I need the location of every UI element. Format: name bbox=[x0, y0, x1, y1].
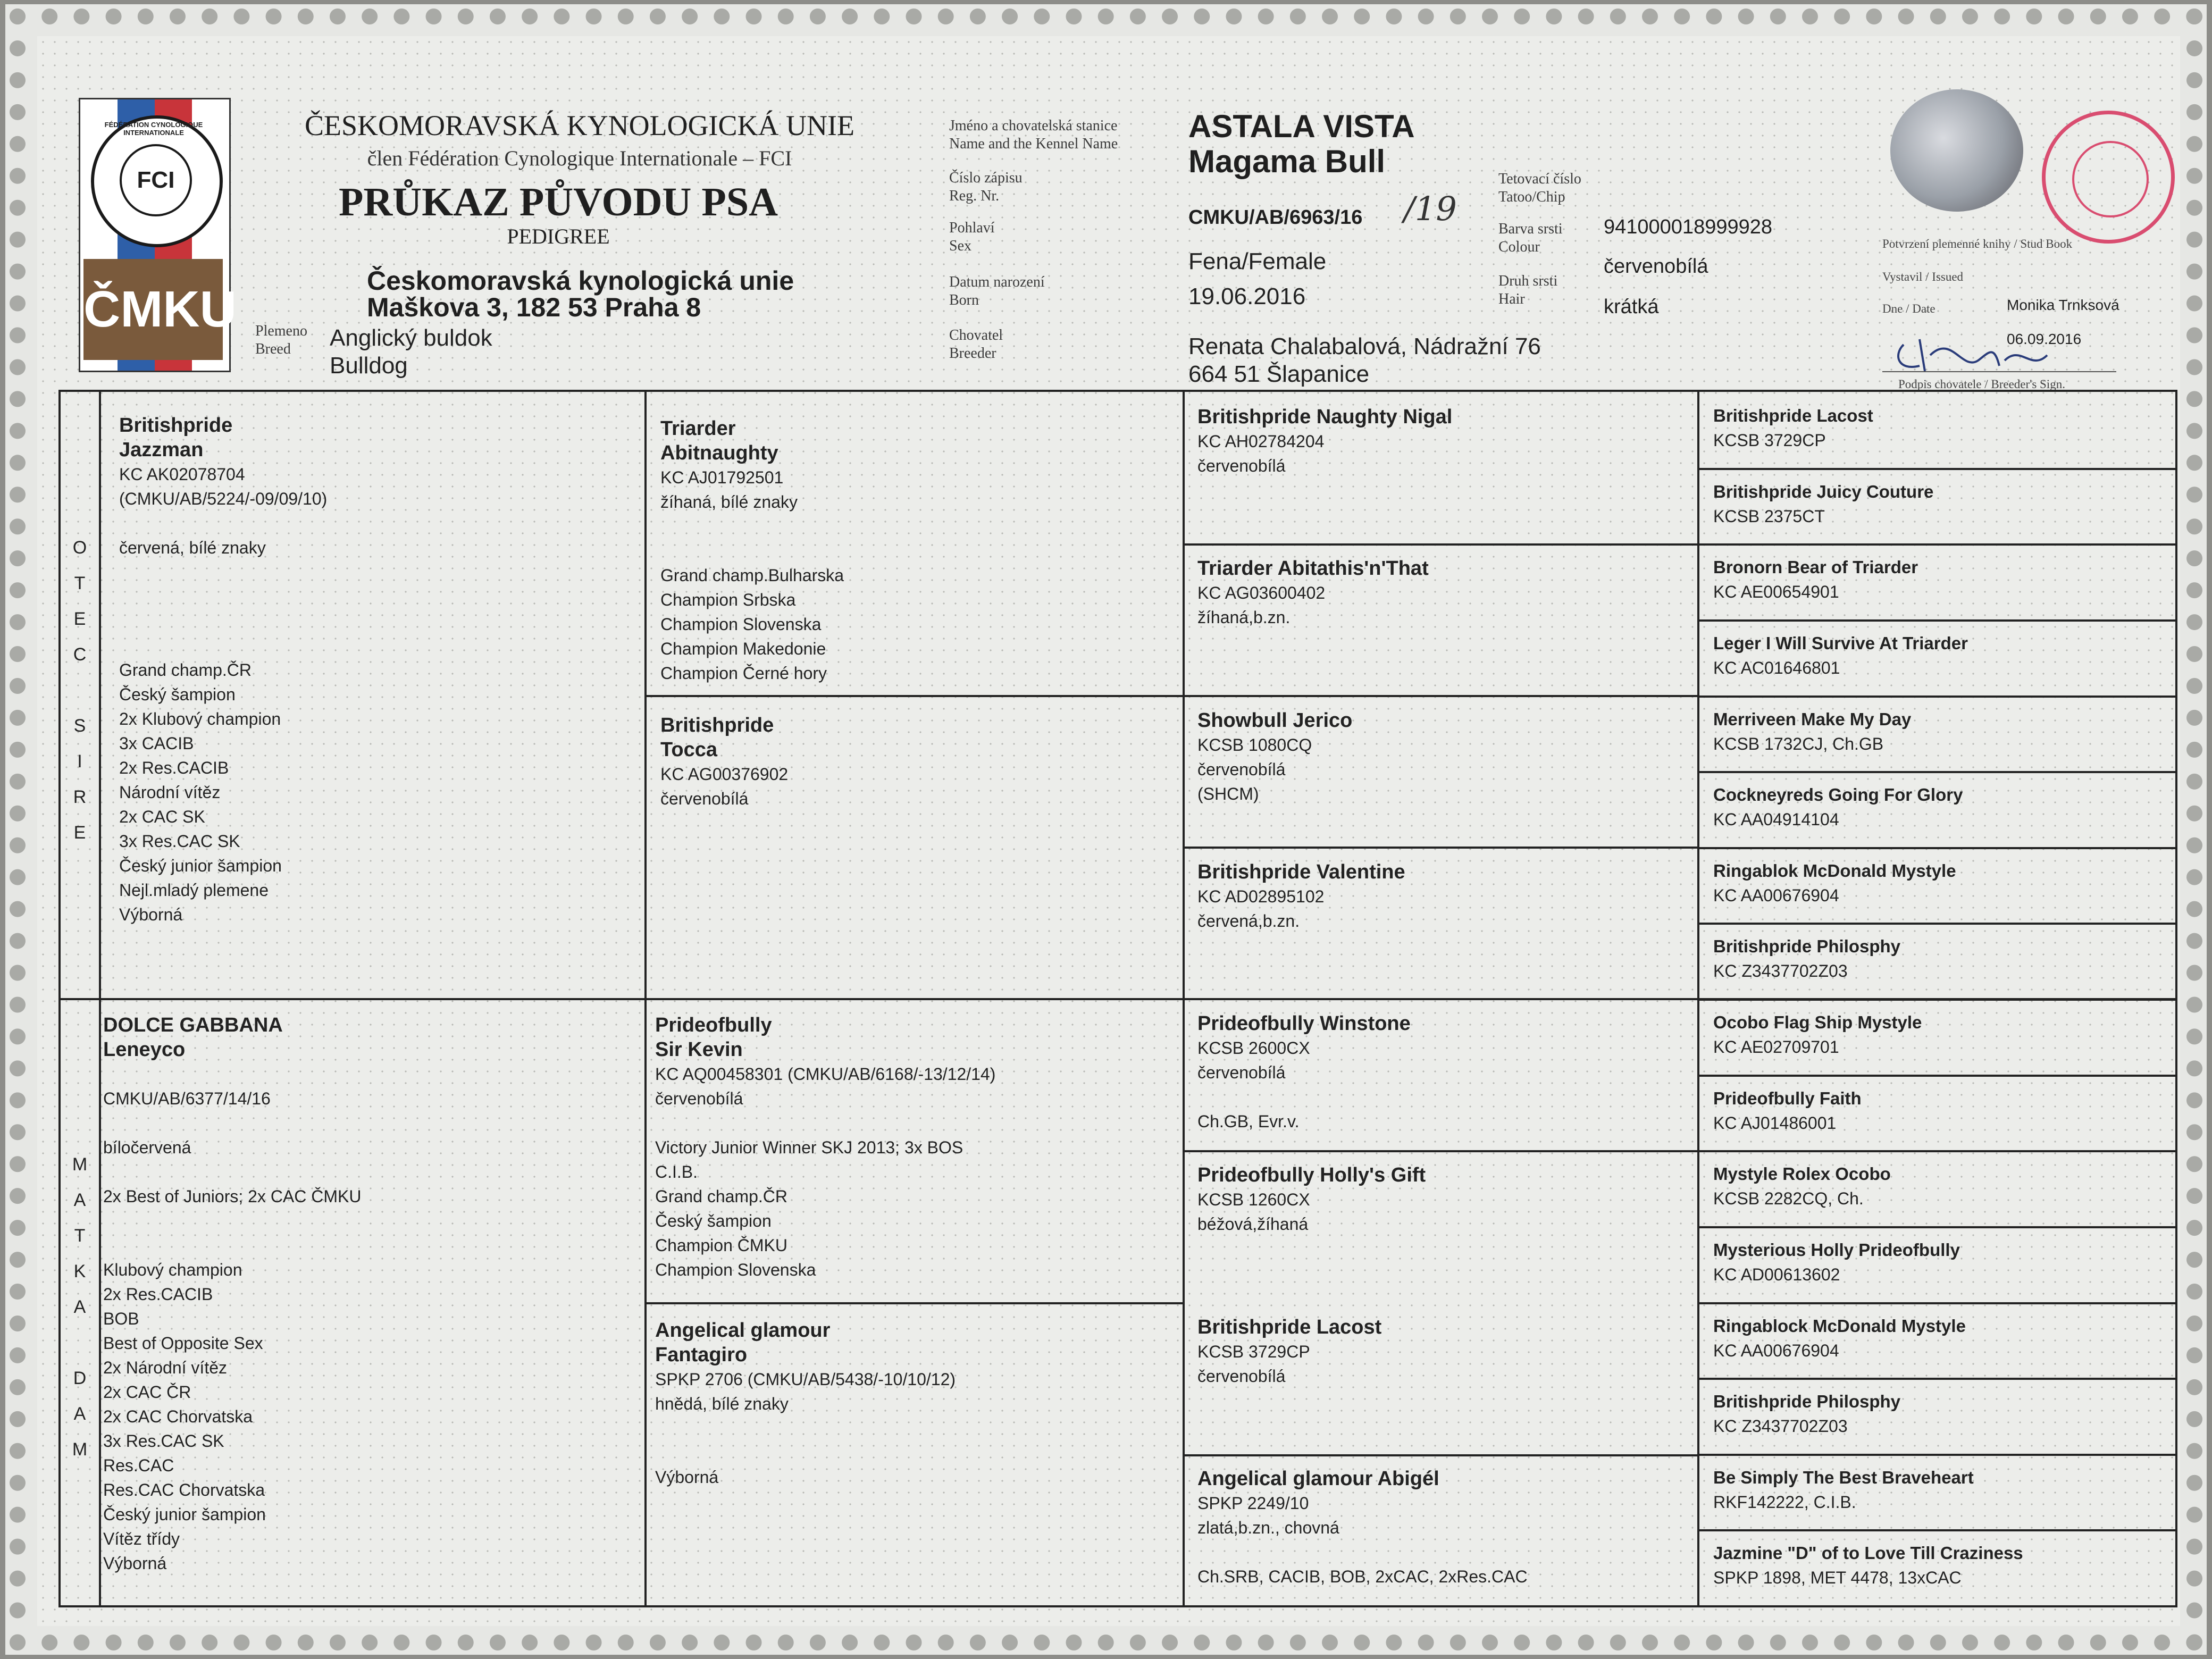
gen2-name: Triarder bbox=[660, 417, 736, 440]
gen2-name2: Fantagiro bbox=[655, 1344, 748, 1366]
gen4-line: RKF142222, C.I.B. bbox=[1713, 1493, 1856, 1512]
gen3-line: červenobílá bbox=[1197, 760, 1286, 779]
gen4-name: Jazmine "D" of to Love Till Craziness bbox=[1713, 1543, 2023, 1563]
gen4-row-divider bbox=[1697, 1378, 2175, 1380]
gen1-line bbox=[119, 609, 630, 633]
gen1-name2: Leneyco bbox=[103, 1038, 186, 1061]
breeder-signature bbox=[1888, 323, 2058, 382]
gen2-line: Champion Slovenska bbox=[655, 1260, 816, 1279]
gen4-row-divider bbox=[1697, 1075, 2175, 1077]
gen3-name: Showbull Jerico bbox=[1197, 709, 1353, 732]
gen3-line: KCSB 1260CX bbox=[1197, 1190, 1310, 1209]
gen4-name: Ringablok McDonald Mystyle bbox=[1713, 861, 1956, 881]
gen3-line: červenobílá bbox=[1197, 1063, 1286, 1082]
gen3-cell bbox=[1197, 1315, 1687, 1388]
gen2-name2: Sir Kevin bbox=[655, 1038, 743, 1061]
fci-ring-text: FÉDÉRATION CYNOLOGIQUE INTERNATIONALE bbox=[104, 121, 203, 137]
gen4-row-divider bbox=[1697, 923, 2175, 925]
dam-cell bbox=[103, 1013, 630, 1576]
doc-title: PRŮKAZ PŮVODU PSA bbox=[338, 180, 778, 224]
gen2-line: Grand champ.Bulharska bbox=[660, 566, 844, 585]
side-letter: E bbox=[73, 823, 86, 843]
colour-value: červenobílá bbox=[1604, 255, 1708, 278]
side-letter: O bbox=[72, 538, 87, 558]
gen4-cell bbox=[1713, 1162, 2171, 1211]
gen1-line bbox=[103, 1111, 630, 1135]
side-letter: A bbox=[73, 1404, 86, 1424]
gen4-name: Britishpride Philosphy bbox=[1713, 936, 1901, 956]
side-letter: S bbox=[73, 716, 86, 736]
breed-label: Plemeno Breed bbox=[255, 323, 307, 357]
gen2-line: Champion Makedonie bbox=[660, 639, 826, 658]
dam-side-label bbox=[64, 1147, 96, 1468]
gen4-cell bbox=[1713, 1086, 2171, 1135]
reg-label: Číslo zápisu Reg. Nr. bbox=[949, 170, 1023, 204]
gen3-line: KC AH02784204 bbox=[1197, 432, 1325, 451]
pedigree-sheet bbox=[5, 4, 2207, 1655]
gen1-line bbox=[103, 1233, 630, 1258]
gen1-line bbox=[103, 1062, 630, 1086]
sire-sire-cell bbox=[660, 416, 1171, 685]
gen4-line: KC AE00654901 bbox=[1713, 582, 1839, 601]
gen4-name: Ringablock McDonald Mystyle bbox=[1713, 1316, 1966, 1336]
gen2-line: červenobílá bbox=[660, 789, 749, 808]
born-label: Datum narození Born bbox=[949, 274, 1045, 308]
gen4-cell bbox=[1713, 707, 2171, 756]
gen2-name: Angelical glamour bbox=[655, 1319, 831, 1342]
gen2-line: hnědá, bílé znaky bbox=[655, 1394, 789, 1413]
gen3-name: Angelical glamour Abigél bbox=[1197, 1468, 1439, 1490]
gen4-name: Ocobo Flag Ship Mystyle bbox=[1713, 1012, 1922, 1032]
gen4-cell bbox=[1713, 1314, 2171, 1363]
gen1-line: Český junior šampion bbox=[119, 856, 282, 875]
gen4-line: KC AA00676904 bbox=[1713, 1341, 1839, 1360]
gen4-cell bbox=[1713, 480, 2171, 529]
gen4-line: KC AJ01486001 bbox=[1713, 1113, 1837, 1133]
side-letter bbox=[64, 1325, 96, 1361]
org-member: člen Fédération Cynologique Internationale – FCI bbox=[367, 146, 792, 170]
sire-dam-cell bbox=[660, 713, 1171, 811]
gen1-line: 2x CAC SK bbox=[119, 807, 205, 826]
gen4-name: Be Simply The Best Braveheart bbox=[1713, 1468, 1974, 1487]
gen4-cell bbox=[1713, 859, 2171, 908]
gen3-line: KCSB 3729CP bbox=[1197, 1342, 1310, 1361]
sire-cell bbox=[119, 413, 630, 927]
tattoo-label: Tetovací číslo Tatoo/Chip bbox=[1498, 171, 1581, 205]
side-letter: C bbox=[73, 644, 87, 665]
colour-label: Barva srsti Colour bbox=[1498, 221, 1563, 255]
doc-title-en: PEDIGREE bbox=[507, 224, 610, 248]
gen2-name: Prideofbully bbox=[655, 1014, 772, 1036]
gen1-line: Národní vítěz bbox=[119, 783, 221, 802]
gen2-line: žíhaná, bílé znaky bbox=[660, 492, 798, 512]
gen4-cell bbox=[1713, 1465, 2171, 1514]
gen3-line: béžová,žíhaná bbox=[1197, 1214, 1309, 1234]
gen1-line: (CMKU/AB/5224/-09/09/10) bbox=[119, 489, 328, 508]
side-letter: D bbox=[73, 1368, 87, 1388]
side-letter: T bbox=[74, 1226, 86, 1246]
gen4-line: KC AE02709701 bbox=[1713, 1037, 1839, 1057]
gen3-line bbox=[1197, 1085, 1687, 1109]
gen1-line: Český šampion bbox=[119, 685, 236, 704]
gen4-name: Britishpride Philosphy bbox=[1713, 1392, 1901, 1411]
breeder-line1: Renata Chalabalová, Nádražní 76 bbox=[1188, 333, 1541, 359]
stamp-inner-ring bbox=[2072, 141, 2149, 217]
gen2-line: C.I.B. bbox=[655, 1162, 698, 1182]
gen4-row-divider bbox=[1697, 1150, 2175, 1152]
gen2-name2: Tocca bbox=[660, 739, 718, 761]
gen2-line: SPKP 2706 (CMKU/AB/5438/-10/10/12) bbox=[655, 1370, 956, 1389]
hair-label: Druh srsti Hair bbox=[1498, 273, 1558, 307]
gen4-row-divider bbox=[1697, 847, 2175, 849]
gen4-row-divider bbox=[1697, 696, 2175, 698]
gen4-name: Mysterious Holly Prideofbully bbox=[1713, 1240, 1960, 1260]
gen3-line: KC AG03600402 bbox=[1197, 583, 1326, 602]
gen3-cell bbox=[1197, 860, 1687, 933]
gen2-line: Grand champ.ČR bbox=[655, 1187, 787, 1206]
gen4-name: Merriveen Make My Day bbox=[1713, 709, 1912, 729]
gen1-line: BOB bbox=[103, 1309, 139, 1328]
gen1-line: 2x CAC Chorvatska bbox=[103, 1407, 253, 1426]
gen4-line: SPKP 1898, MET 4478, 13xCAC bbox=[1713, 1568, 1962, 1587]
gen4-line: KC AA00676904 bbox=[1713, 886, 1839, 905]
gen3-cell bbox=[1197, 1163, 1687, 1236]
dam-sire-cell bbox=[655, 1013, 1171, 1282]
gen3-line: žíhaná,b.zn. bbox=[1197, 608, 1291, 627]
gen2-line: Český šampion bbox=[655, 1211, 772, 1230]
fci-text: FCI bbox=[120, 144, 192, 216]
sire-side-label bbox=[64, 530, 96, 851]
gen3-line: KCSB 1080CQ bbox=[1197, 735, 1312, 755]
gen4-row-divider bbox=[1697, 999, 2175, 1001]
gen1-line: 2x CAC ČR bbox=[103, 1382, 191, 1402]
born-value: 19.06.2016 bbox=[1188, 283, 1306, 309]
gen3-line: (SHCM) bbox=[1197, 784, 1259, 803]
side-letter: E bbox=[73, 609, 86, 629]
gen3-name: Britishpride Valentine bbox=[1197, 861, 1405, 883]
gen2-line: červenobílá bbox=[655, 1089, 743, 1108]
reg-handwritten: /19 bbox=[1404, 189, 1457, 228]
gen3-cell bbox=[1197, 405, 1687, 478]
gen2-line bbox=[655, 1111, 1171, 1135]
gen1-line: Vítěz třídy bbox=[103, 1529, 180, 1548]
gen4-cell bbox=[1713, 404, 2171, 453]
gen1-line: Res.CAC Chorvatska bbox=[103, 1480, 265, 1499]
gen1-line: Res.CAC bbox=[103, 1456, 174, 1475]
gen1-line: červená, bílé znaky bbox=[119, 538, 266, 557]
gen3-line: Ch.SRB, CACIB, BOB, 2xCAC, 2xRes.CAC bbox=[1197, 1567, 1528, 1586]
chip-value: 941000018999928 bbox=[1604, 216, 1773, 238]
gen2-line: KC AJ01792501 bbox=[660, 468, 784, 487]
gen4-name: Bronorn Bear of Triarder bbox=[1713, 557, 1918, 577]
gen4-cell bbox=[1713, 1541, 2171, 1590]
gen1-line: 3x Res.CAC SK bbox=[119, 832, 240, 851]
gen4-line: KC AC01646801 bbox=[1713, 658, 1840, 677]
gen3-name: Britishpride Naughty Nigal bbox=[1197, 406, 1453, 428]
gen4-row-divider bbox=[1697, 1302, 2175, 1304]
gen3-row-divider-3 bbox=[1183, 847, 1697, 849]
gen1-line: 2x Res.CACIB bbox=[119, 758, 229, 777]
gen4-cell bbox=[1713, 631, 2171, 680]
gen3-name: Prideofbully Holly's Gift bbox=[1197, 1164, 1426, 1186]
gen4-row-divider bbox=[1697, 468, 2175, 470]
side-letter: T bbox=[74, 573, 86, 593]
gen4-name: Mystyle Rolex Ocobo bbox=[1713, 1164, 1891, 1184]
gen3-row-divider-7 bbox=[1183, 1454, 1697, 1456]
gen4-name: Britishpride Lacost bbox=[1713, 406, 1873, 425]
gen2-line: Výborná bbox=[655, 1468, 719, 1487]
gen3-cell bbox=[1197, 708, 1687, 806]
date-label: Dne / Date bbox=[1882, 302, 1936, 315]
gen2-line: Champion Černé hory bbox=[660, 664, 827, 683]
gen1-line: Grand champ.ČR bbox=[119, 660, 252, 680]
hair-value: krátká bbox=[1604, 296, 1659, 318]
gen4-row-divider bbox=[1697, 771, 2175, 773]
gen1-line: Český junior šampion bbox=[103, 1505, 266, 1524]
dog-name: ASTALA VISTA bbox=[1188, 108, 1415, 144]
sign-label: Podpis chovatele / Breeder's Sign. bbox=[1898, 378, 2065, 391]
gen1-line bbox=[103, 1209, 630, 1233]
gen4-name: Cockneyreds Going For Glory bbox=[1713, 785, 1963, 805]
gen3-name: Britishpride Lacost bbox=[1197, 1316, 1382, 1338]
gen2-line bbox=[655, 1416, 1171, 1440]
gen2-name: Britishpride bbox=[660, 714, 774, 736]
gen1-line: Výborná bbox=[103, 1554, 167, 1573]
gen1-line bbox=[119, 560, 630, 584]
side-letter: I bbox=[77, 751, 82, 772]
gen1-line: Nejl.mladý plemene bbox=[119, 881, 269, 900]
side-letter: R bbox=[73, 787, 87, 807]
fci-emblem bbox=[91, 115, 223, 247]
gen3-cell bbox=[1197, 1011, 1687, 1134]
gen2-line: Victory Junior Winner SKJ 2013; 3x BOS bbox=[655, 1138, 963, 1157]
gen4-name: Leger I Will Survive At Triarder bbox=[1713, 633, 1968, 653]
gen4-cell bbox=[1713, 1238, 2171, 1287]
gen4-name: Britishpride Juicy Couture bbox=[1713, 482, 1934, 501]
gen1-line bbox=[119, 511, 630, 535]
gen1-name: Britishpride bbox=[119, 414, 233, 437]
gen2-line: Champion ČMKU bbox=[655, 1236, 787, 1255]
gen4-row-divider bbox=[1697, 1226, 2175, 1228]
cmku-emblem: ČMKU bbox=[83, 259, 223, 360]
org-name: ČESKOMORAVSKÁ KYNOLOGICKÁ UNIE bbox=[304, 110, 855, 141]
gen4-line: KCSB 1732CJ, Ch.GB bbox=[1713, 734, 1884, 753]
sex-label: Pohlaví Sex bbox=[949, 220, 995, 254]
gen3-name: Triarder Abitathis'n'That bbox=[1197, 557, 1429, 580]
dog-kennel: Magama Bull bbox=[1188, 144, 1386, 179]
gen4-line: KCSB 3729CP bbox=[1713, 431, 1826, 450]
gen1-line: 2x Best of Juniors; 2x CAC ČMKU bbox=[103, 1187, 362, 1206]
pedigree-table bbox=[58, 390, 2177, 1607]
side-letter bbox=[64, 673, 96, 708]
gen4-cell bbox=[1713, 934, 2171, 983]
gen1-line: 2x Klubový champion bbox=[119, 709, 281, 728]
gen4-line: KCSB 2282CQ, Ch. bbox=[1713, 1189, 1864, 1208]
gen2-line: Champion Srbska bbox=[660, 590, 796, 609]
gen2-line bbox=[655, 1440, 1171, 1465]
gen3-line: KC AD02895102 bbox=[1197, 887, 1325, 906]
gen4-row-divider bbox=[1697, 543, 2175, 546]
gen2-line: Champion Slovenska bbox=[660, 615, 822, 634]
gen3-line bbox=[1197, 1540, 1687, 1564]
side-letter: M bbox=[72, 1439, 88, 1460]
gen3-line: zlatá,b.zn., chovná bbox=[1197, 1518, 1339, 1537]
breeder-line2: 664 51 Šlapanice bbox=[1188, 361, 1370, 387]
studbook-stamp bbox=[2042, 111, 2175, 244]
gen2-name2: Abitnaughty bbox=[660, 442, 778, 464]
issued-label: Vystavil / Issued bbox=[1882, 270, 1964, 283]
gen3-row-divider-1 bbox=[1183, 543, 1697, 546]
sex-value: Fena/Female bbox=[1188, 248, 1327, 274]
side-letter: A bbox=[73, 1297, 86, 1317]
hologram-seal bbox=[1890, 89, 2023, 212]
gen1-line: KC AK02078704 bbox=[119, 465, 245, 484]
side-letter: M bbox=[72, 1154, 88, 1175]
address-line2: Maškova 3, 182 53 Praha 8 bbox=[367, 292, 701, 322]
dam-dam-cell bbox=[655, 1318, 1171, 1489]
gen4-row-divider bbox=[1697, 1454, 2175, 1456]
cmku-fci-logo bbox=[79, 98, 237, 372]
gen1-line bbox=[119, 633, 630, 658]
gen1-line: Klubový champion bbox=[103, 1260, 242, 1279]
name-label: Jméno a chovatelská stanice Name and the Kennel Name bbox=[949, 118, 1118, 152]
gen4-line: KC AA04914104 bbox=[1713, 810, 1839, 829]
gen4-line: KCSB 2375CT bbox=[1713, 507, 1825, 526]
gen4-row-divider bbox=[1697, 619, 2175, 622]
gen2-line: KC AG00376902 bbox=[660, 765, 789, 784]
gen1-line: 3x Res.CAC SK bbox=[103, 1431, 224, 1451]
issued-by: Monika Trnksová bbox=[2007, 297, 2119, 313]
gen3-cell bbox=[1197, 1467, 1687, 1589]
side-letter: K bbox=[73, 1261, 86, 1281]
gen1-name2: Jazzman bbox=[119, 439, 204, 461]
gen3-line: červená,b.zn. bbox=[1197, 911, 1300, 931]
gen2-row-divider-2 bbox=[644, 1302, 1183, 1304]
gen4-cell bbox=[1713, 1389, 2171, 1438]
gen1-line: 3x CACIB bbox=[119, 734, 194, 753]
side-letter: A bbox=[73, 1190, 86, 1210]
gen4-row-divider bbox=[1697, 1529, 2175, 1531]
gen1-line: 2x Res.CACIB bbox=[103, 1285, 213, 1304]
gen2-line: KC AQ00458301 (CMKU/AB/6168/-13/12/14) bbox=[655, 1065, 996, 1084]
gen4-cell bbox=[1713, 555, 2171, 604]
gen1-line: CMKU/AB/6377/14/16 bbox=[103, 1089, 271, 1108]
reg-number: CMKU/AB/6963/16 bbox=[1188, 206, 1363, 229]
gen3-line: KCSB 2600CX bbox=[1197, 1038, 1310, 1058]
gen4-name: Prideofbully Faith bbox=[1713, 1088, 1862, 1108]
gen1-line: bíločervená bbox=[103, 1138, 191, 1157]
gen1-line: 2x Národní vítěz bbox=[103, 1358, 227, 1377]
gen1-name: DOLCE GABBANA bbox=[103, 1014, 283, 1036]
gen3-line: Ch.GB, Evr.v. bbox=[1197, 1112, 1300, 1131]
breeder-label: Chovatel Breeder bbox=[949, 327, 1003, 362]
gen3-line: SPKP 2249/10 bbox=[1197, 1494, 1309, 1513]
gen3-cell bbox=[1197, 556, 1687, 630]
gen4-line: KC AD00613602 bbox=[1713, 1265, 1840, 1284]
breed-en: Bulldog bbox=[330, 353, 408, 379]
studbook-confirm-label: Potvrzení plemenné knihy / Stud Book bbox=[1882, 237, 2073, 250]
gen4-line: KC Z3437702Z03 bbox=[1713, 961, 1848, 981]
gen1-line: Výborná bbox=[119, 905, 183, 924]
gen2-line bbox=[660, 514, 1171, 539]
breed-cz: Anglický buldok bbox=[330, 325, 492, 351]
gen1-line: Best of Opposite Sex bbox=[103, 1334, 263, 1353]
gen1-line bbox=[119, 584, 630, 609]
address-line1: Českomoravská kynologická unie bbox=[367, 266, 794, 296]
signature-line bbox=[1882, 371, 2116, 372]
gen4-cell bbox=[1713, 1010, 2171, 1059]
gen2-row-divider-1 bbox=[644, 695, 1183, 697]
gen3-row-divider-2 bbox=[1183, 695, 1697, 697]
gen3-row-divider-5 bbox=[1183, 1150, 1697, 1152]
gen3-name: Prideofbully Winstone bbox=[1197, 1012, 1411, 1035]
gen3-line: červenobílá bbox=[1197, 1367, 1286, 1386]
gen4-cell bbox=[1713, 783, 2171, 832]
gen2-line bbox=[660, 539, 1171, 563]
gen4-line: KC Z3437702Z03 bbox=[1713, 1417, 1848, 1436]
issue-date: 06.09.2016 bbox=[2007, 331, 2082, 347]
gen3-line: červenobílá bbox=[1197, 456, 1286, 475]
gen1-line bbox=[103, 1160, 630, 1184]
